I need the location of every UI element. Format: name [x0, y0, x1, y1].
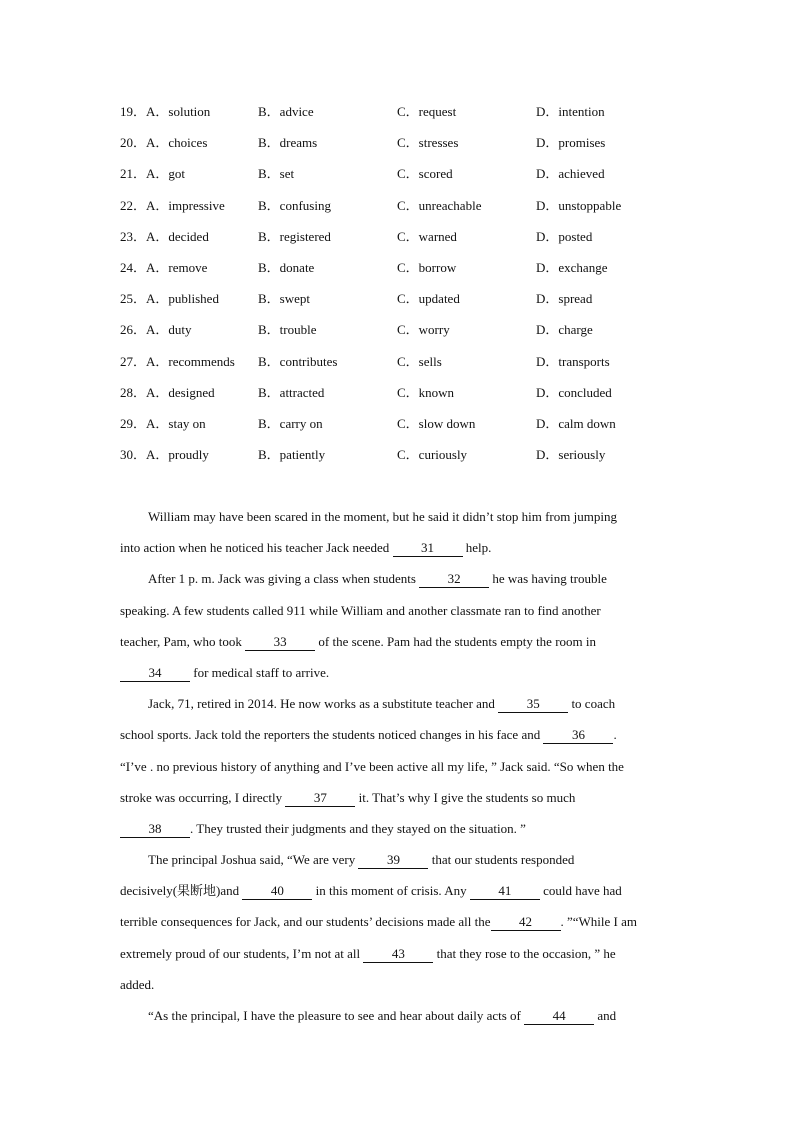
option-b[interactable]: B．patiently	[258, 447, 326, 463]
blank-32[interactable]: 32	[419, 571, 489, 588]
option-b[interactable]: B．trouble	[258, 322, 317, 338]
question-number-and-option-a	[120, 352, 235, 372]
question-number: 25．	[120, 291, 147, 307]
question-number: 24．	[120, 259, 147, 275]
option-a[interactable]: A．remove	[146, 259, 208, 275]
question-row	[120, 133, 720, 164]
question-number: 19．	[120, 104, 147, 119]
option-a[interactable]: A．recommends	[146, 353, 235, 369]
question-row	[120, 320, 720, 351]
question-number: 30．	[120, 447, 147, 463]
option-c[interactable]: C．curiously	[397, 447, 468, 463]
passage-line: terrible consequences for Jack, and our students’ decisions made all the 42 . ”“While I am	[120, 914, 638, 930]
question-number-and-option-a	[120, 102, 210, 122]
question-row	[120, 445, 720, 476]
option-b[interactable]: B．carry on	[258, 415, 323, 431]
passage-line: William may have been scared in the moment, but he said it didn’t stop him from jumping	[148, 509, 617, 524]
blank-39[interactable]: 39	[358, 852, 428, 869]
blank-34[interactable]: 34	[120, 665, 190, 682]
passage-line: school sports. Jack told the reporters the students noticed changes in his face and 36 .	[120, 727, 617, 743]
passage-line: extremely proud of our students, I’m not at all 43 that they rose to the occasion, ” he	[120, 945, 616, 961]
option-d[interactable]: D．intention	[536, 104, 605, 119]
option-c[interactable]: C．unreachable	[397, 197, 482, 213]
option-b[interactable]: B．advice	[258, 104, 314, 119]
option-c[interactable]: C．slow down	[397, 415, 476, 431]
blank-31[interactable]: 31	[393, 540, 463, 557]
option-d[interactable]: D．transports	[536, 353, 610, 369]
question-row	[120, 414, 720, 445]
question-row	[120, 164, 720, 195]
option-d[interactable]: D．spread	[536, 291, 593, 307]
question-number: 29．	[120, 415, 147, 431]
option-a[interactable]: A．impressive	[146, 197, 225, 213]
passage-line: The principal Joshua said, “We are very 39 that our students responded	[148, 852, 575, 868]
question-number: 23．	[120, 228, 147, 244]
question-row	[120, 227, 720, 258]
question-row	[120, 258, 720, 289]
passage-line: stroke was occurring, I directly 37 it. That’s why I give the students so much	[120, 789, 576, 805]
question-number-and-option-a	[120, 227, 209, 247]
option-c[interactable]: C．updated	[397, 291, 460, 307]
passage-line: 34 for medical staff to arrive.	[120, 663, 680, 694]
blank-36[interactable]: 36	[543, 727, 613, 744]
option-a[interactable]: A．designed	[146, 384, 215, 400]
option-c[interactable]: C．worry	[397, 322, 450, 338]
blank-38[interactable]: 38	[120, 821, 190, 838]
option-a[interactable]: A．got	[146, 166, 186, 182]
option-d[interactable]: D．achieved	[536, 166, 605, 182]
question-number-and-option-a	[120, 289, 219, 309]
blank-35[interactable]: 35	[498, 696, 568, 713]
question-number: 22．	[120, 197, 147, 213]
option-d[interactable]: D．charge	[536, 322, 593, 338]
passage-line: 38 . They trusted their judgments and they stayed on the situation. ”	[120, 819, 680, 850]
question-number-and-option-a	[120, 445, 209, 465]
option-d[interactable]: D．calm down	[536, 415, 616, 431]
option-a[interactable]: A．published	[146, 291, 219, 307]
answer-options	[120, 102, 720, 476]
option-a[interactable]: A．choices	[146, 135, 208, 151]
option-b[interactable]: B．contributes	[258, 353, 338, 369]
passage-line: Jack, 71, retired in 2014. He now works as a substitute teacher and 35 to coach	[148, 696, 616, 712]
blank-40[interactable]: 40	[242, 883, 312, 900]
question-row	[120, 352, 720, 383]
passage-line: After 1 p. m. Jack was giving a class when students 32 he was having trouble	[148, 571, 607, 587]
question-number-and-option-a	[120, 196, 225, 216]
option-a[interactable]: A．decided	[146, 228, 209, 244]
option-c[interactable]: C．known	[397, 384, 455, 400]
blank-42[interactable]: 42	[491, 914, 561, 931]
passage-line: added.	[120, 976, 155, 992]
option-a[interactable]: A．stay on	[146, 415, 206, 431]
question-number-and-option-a	[120, 258, 207, 278]
question-number-and-option-a	[120, 414, 206, 434]
option-c[interactable]: C．borrow	[397, 259, 457, 275]
option-d[interactable]: D．posted	[536, 228, 593, 244]
option-b[interactable]: B．attracted	[258, 384, 325, 400]
question-number-and-option-a	[120, 320, 192, 340]
question-number-and-option-a	[120, 383, 215, 403]
option-d[interactable]: D．concluded	[536, 384, 612, 400]
blank-33[interactable]: 33	[245, 634, 315, 651]
option-d[interactable]: D．seriously	[536, 447, 606, 463]
passage-line: “I’ve . no previous history of anything and I’ve been active all my life, ” Jack said. “So when the	[120, 758, 624, 774]
option-a[interactable]: A．solution	[146, 104, 211, 119]
question-row	[120, 383, 720, 414]
question-number: 26．	[120, 322, 147, 338]
question-number: 28．	[120, 384, 147, 400]
option-c[interactable]: C．scored	[397, 166, 453, 182]
option-d[interactable]: D．unstoppable	[536, 197, 622, 213]
option-b[interactable]: B．donate	[258, 259, 315, 275]
option-b[interactable]: B．swept	[258, 291, 311, 307]
option-a[interactable]: A．duty	[146, 322, 192, 338]
question-number: 27．	[120, 353, 147, 369]
passage-line: teacher, Pam, who took 33 of the scene. Pam had the students empty the room in	[120, 633, 597, 649]
option-b[interactable]: B．set	[258, 166, 295, 182]
passage-line: “As the principal, I have the pleasure to see and hear about daily acts of 44 and	[148, 1008, 617, 1023]
option-c[interactable]: C．warned	[397, 228, 457, 244]
question-row	[120, 289, 720, 320]
option-d[interactable]: D．promises	[536, 135, 606, 151]
question-number-and-option-a	[120, 133, 207, 153]
blank-37[interactable]: 37	[285, 790, 355, 807]
option-b[interactable]: B．registered	[258, 228, 331, 244]
option-c[interactable]: C．stresses	[397, 135, 459, 151]
option-a[interactable]: A．proudly	[146, 447, 209, 463]
question-number: 21．	[120, 166, 147, 182]
option-c[interactable]: C．request	[397, 104, 457, 119]
question-row	[120, 196, 720, 227]
question-number: 20．	[120, 135, 147, 151]
option-d[interactable]: D．exchange	[536, 259, 608, 275]
blank-41[interactable]: 41	[470, 883, 540, 900]
reading-passage	[120, 507, 680, 1037]
option-b[interactable]: B．confusing	[258, 197, 331, 213]
passage-line: speaking. A few students called 911 while William and another classmate ran to find another	[120, 602, 601, 618]
option-c[interactable]: C．sells	[397, 353, 442, 369]
question-row	[120, 102, 720, 133]
question-number-and-option-a	[120, 164, 185, 184]
blank-44[interactable]: 44	[524, 1008, 594, 1025]
blank-43[interactable]: 43	[363, 946, 433, 963]
option-b[interactable]: B．dreams	[258, 135, 318, 151]
passage-line: decisively(果断地)and 40 in this moment of crisis. Any 41 could have had	[120, 883, 622, 899]
passage-line: into action when he noticed his teacher Jack needed 31 help.	[120, 540, 492, 556]
